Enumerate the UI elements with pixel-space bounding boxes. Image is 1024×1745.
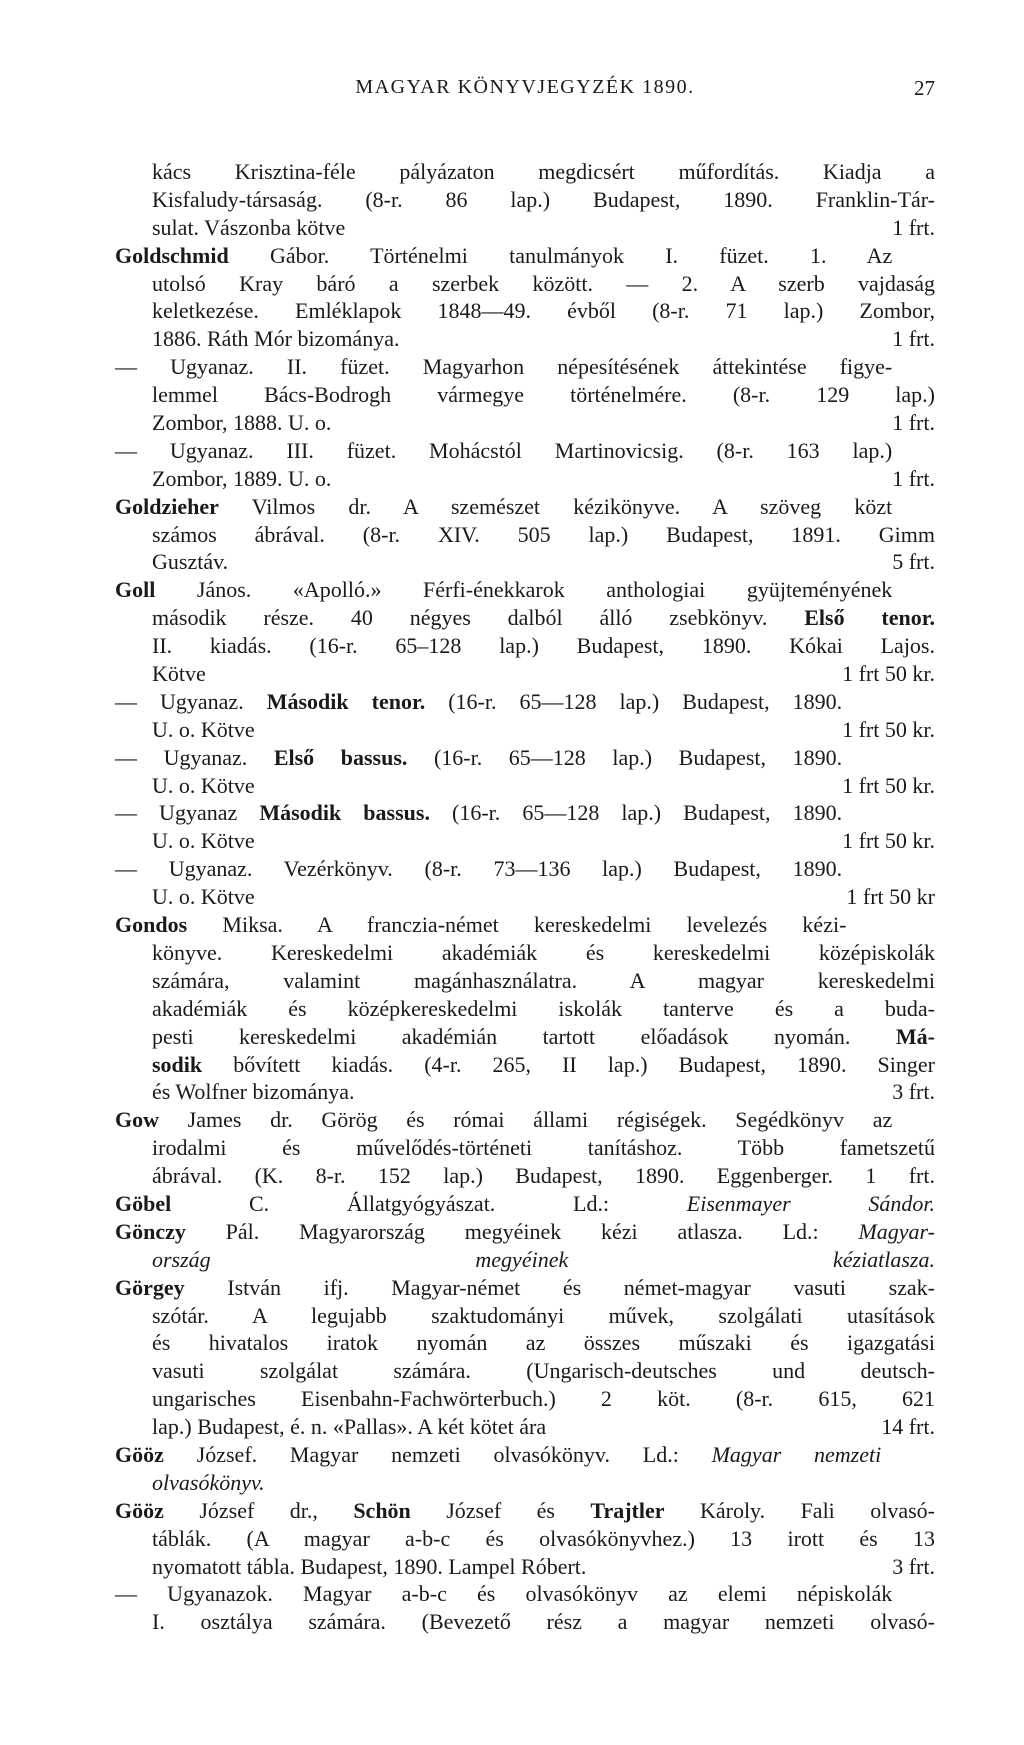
price: 1 frt 50 kr.: [842, 661, 935, 687]
entry-text: és Wolfner bizománya.: [152, 1079, 355, 1105]
entry-text: Kötve: [152, 661, 206, 687]
page-number: 27: [914, 76, 935, 100]
text-line: [115, 688, 935, 716]
entry-text: Gusztáv.: [152, 549, 229, 575]
running-title: MAGYAR KÖNYVJEGYZÉK 1890.: [355, 76, 695, 98]
author-name: Gööz: [115, 1497, 164, 1523]
entry-text: Zombor, 1889. U. o.: [152, 465, 332, 491]
entry-text: sulat. Vászonba kötve: [152, 214, 346, 240]
entry-text: lemmel Bács-Bodrogh vármegye történelmére. (8-r. 129 lap.): [152, 382, 935, 408]
italic-reference: Eisenmayer Sándor.: [686, 1190, 935, 1216]
entry-text: Károly. Fali olvasó-: [664, 1497, 936, 1523]
text-line: [115, 744, 935, 772]
text-line: [115, 1246, 935, 1274]
entry-text: nyomatott tábla. Budapest, 1890. Lampel Róbert.: [152, 1553, 587, 1579]
entry-text: József és: [410, 1497, 591, 1523]
author-name: Görgey: [115, 1274, 185, 1300]
text-line: [115, 1218, 935, 1246]
entry-text: — Ugyanaz. II. füzet. Magyarhon népesítésének áttekintése figye-: [115, 354, 893, 380]
entry-text: ábrával. (K. 8-r. 152 lap.) Budapest, 1890. Eggenberger. 1 frt.: [152, 1163, 935, 1189]
author-name: Gönczy: [115, 1218, 186, 1244]
text-line: [115, 1023, 935, 1051]
text-line: [115, 1441, 935, 1469]
entry-text: számára, valamint magánhasználatra. A magyar kereskedelmi: [152, 967, 935, 993]
price: 1 frt 50 kr.: [842, 828, 935, 854]
entry-text: — Ugyanaz.: [115, 688, 267, 714]
price: 1 frt.: [892, 326, 935, 352]
entry-text: C. Állatgyógyászat. Ld.:: [171, 1190, 687, 1216]
author-name: Schön: [353, 1497, 411, 1523]
italic-reference: Magyar nemzeti: [711, 1441, 882, 1467]
entry-text: — Ugyanaz. Vezérkönyv. (8-r. 73—136 lap.) Budapest, 1890.: [115, 856, 843, 882]
entry-text: könyve. Kereskedelmi akadémiák és kereskedelmi középiskolák: [152, 939, 935, 965]
entry-text: Miksa. A franczia-német kereskedelmi levelezés kézi-: [187, 912, 847, 938]
text-line: [115, 911, 935, 939]
text-line: [115, 1553, 935, 1581]
text-line: [115, 297, 935, 325]
entry-text: János. «Apolló.» Férfi-énekkarok anthologiai gyüjteményének: [155, 577, 893, 603]
price: 1 frt 50 kr.: [842, 716, 935, 742]
text-line: [115, 548, 935, 576]
text-line: [115, 325, 935, 353]
entry-text: és hivatalos iratok nyomán az összes műszaki és igazgatási: [152, 1330, 935, 1356]
entry-text: szótár. A legujabb szaktudományi művek, szolgálati utasítások: [152, 1302, 935, 1328]
text-line: [115, 1329, 935, 1357]
entry-text: táblák. (A magyar a-b-c és olvasókönyvhez.) 13 irott és 13: [152, 1525, 935, 1551]
author-name: Második bassus.: [259, 800, 430, 826]
catalog-entries: [115, 158, 935, 1636]
entry-text: akadémiák és középkereskedelmi iskolák tanterve és a buda-: [152, 995, 935, 1021]
entry-text: I. osztálya számára. (Bevezető rész a magyar nemzeti olvasó-: [152, 1609, 935, 1635]
entry-text: U. o. Kötve: [152, 772, 255, 798]
text-line: [115, 855, 935, 883]
italic-reference: olvasókönyv.: [152, 1469, 265, 1495]
entry-text: második része. 40 négyes dalból álló zsebkönyv.: [152, 605, 805, 631]
author-name: sodik: [152, 1051, 203, 1077]
entry-text: József dr.,: [163, 1497, 354, 1523]
entry-text: József. Magyar nemzeti olvasókönyv. Ld.:: [163, 1441, 712, 1467]
text-line: [115, 381, 935, 409]
text-line: [115, 967, 935, 995]
author-name: Gow: [115, 1107, 159, 1133]
text-line: [115, 465, 935, 493]
text-line: [115, 1580, 935, 1608]
entry-text: (16-r. 65—128 lap.) Budapest, 1890.: [425, 688, 843, 714]
price: 3 frt.: [892, 1553, 935, 1579]
entry-text: bővített kiadás. (4-r. 265, II lap.) Budapest, 1890. Singer: [202, 1051, 935, 1077]
text-line: [115, 1302, 935, 1330]
author-name: Gööz: [115, 1441, 164, 1467]
author-name: Goldzieher: [115, 493, 219, 519]
text-line: [115, 521, 935, 549]
entry-text: Kisfaludy-társaság. (8-r. 86 lap.) Budapest, 1890. Franklin-Tár-: [152, 186, 935, 212]
price: 1 frt.: [892, 214, 935, 240]
text-line: [115, 1190, 935, 1218]
text-line: [115, 604, 935, 632]
text-line: [115, 827, 935, 855]
entry-text: kács Krisztina-féle pályázaton megdicsért műfordítás. Kiadja a: [152, 159, 935, 184]
text-line: [115, 632, 935, 660]
author-name: Má-: [895, 1023, 935, 1049]
entry-text: — Ugyanazok. Magyar a-b-c és olvasókönyv az elemi népiskolák: [115, 1581, 893, 1607]
author-name: Gondos: [115, 912, 188, 938]
entry-text: (16-r. 65—128 lap.) Budapest, 1890.: [429, 800, 843, 826]
text-line: [115, 493, 935, 521]
author-name: Goldschmid: [115, 242, 229, 268]
text-line: [115, 1413, 935, 1441]
text-line: [115, 1078, 935, 1106]
entry-text: Pál. Magyarország megyéinek kézi atlasza. Ld.:: [185, 1218, 859, 1244]
author-name: Első bassus.: [273, 744, 408, 770]
entry-text: lap.) Budapest, é. n. «Pallas». A két kötet ára: [152, 1414, 547, 1440]
text-line: [115, 1357, 935, 1385]
entry-text: pesti kereskedelmi akadémián tartott előadások nyomán.: [152, 1023, 896, 1049]
text-line: [115, 1162, 935, 1190]
entry-text: 1886. Ráth Mór bizománya.: [152, 326, 400, 352]
entry-text: számos ábrával. (8-r. XIV. 505 lap.) Budapest, 1891. Gimm: [152, 521, 935, 547]
entry-text: — Ugyanaz. III. füzet. Mohácstól Martinovicsig. (8-r. 163 lap.): [115, 437, 893, 463]
author-name: Első tenor.: [804, 605, 935, 631]
price: 14 frt.: [881, 1414, 935, 1440]
text-line: [115, 1525, 935, 1553]
price: 1 frt 50 kr: [846, 884, 935, 910]
text-line: [115, 716, 935, 744]
price: 5 frt.: [892, 549, 935, 575]
entry-text: — Ugyanaz.: [115, 744, 274, 770]
text-line: [115, 939, 935, 967]
price: 1 frt.: [892, 410, 935, 436]
text-line: [115, 1385, 935, 1413]
italic-reference: Magyar-: [858, 1218, 935, 1244]
entry-text: ungarisches Eisenbahn-Fachwörterbuch.) 2 köt. (8-r. 615, 621: [152, 1386, 935, 1412]
entry-text: Vilmos dr. A szemészet kézikönyve. A szöveg közt: [218, 493, 893, 519]
entry-text: U. o. Kötve: [152, 884, 255, 910]
text-line: [115, 799, 935, 827]
page-header: [115, 76, 935, 108]
text-line: [115, 1274, 935, 1302]
text-line: [115, 214, 935, 242]
entry-text: keletkezése. Emléklapok 1848—49. évből (8-r. 71 lap.) Zombor,: [152, 298, 935, 324]
entry-text: István ifj. Magyar-német és német-magyar vasuti szak-: [184, 1274, 935, 1300]
text-line: [115, 1051, 935, 1079]
text-line: [115, 1469, 935, 1497]
text-line: [115, 772, 935, 800]
entry-text: Zombor, 1888. U. o.: [152, 410, 332, 436]
price: 1 frt 50 kr.: [842, 772, 935, 798]
author-name: Második tenor.: [266, 688, 426, 714]
text-line: [115, 1106, 935, 1134]
italic-reference: ország megyéinek kéziatlasza.: [152, 1246, 935, 1272]
text-line: [115, 186, 935, 214]
text-line: [115, 353, 935, 381]
entry-text: U. o. Kötve: [152, 716, 255, 742]
price: 1 frt.: [892, 465, 935, 491]
text-line: [115, 409, 935, 437]
entry-text: U. o. Kötve: [152, 828, 255, 854]
price: 3 frt.: [892, 1079, 935, 1105]
text-line: [115, 270, 935, 298]
entry-text: II. kiadás. (16-r. 65–128 lap.) Budapest, 1890. Kókai Lajos.: [152, 633, 935, 659]
entry-text: — Ugyanaz: [115, 800, 260, 826]
entry-text: Gábor. Történelmi tanulmányok I. füzet. 1. Az: [228, 242, 893, 268]
text-line: [115, 1608, 935, 1636]
text-line: [115, 995, 935, 1023]
text-line: [115, 1134, 935, 1162]
text-line: [115, 1497, 935, 1525]
text-line: [115, 576, 935, 604]
text-line: [115, 660, 935, 688]
text-line: [115, 242, 935, 270]
entry-text: utolsó Kray báró a szerbek között. — 2. A szerb vajdaság: [152, 270, 935, 296]
text-line: [115, 158, 935, 186]
entry-text: (16-r. 65—128 lap.) Budapest, 1890.: [407, 744, 843, 770]
entry-text: vasuti szolgálat számára. (Ungarisch-deutsches und deutsch-: [152, 1358, 935, 1384]
author-name: Goll: [115, 577, 156, 603]
author-name: Trajtler: [590, 1497, 665, 1523]
text-line: [115, 437, 935, 465]
entry-text: irodalmi és művelődés-történeti tanításhoz. Több fametszetű: [152, 1135, 935, 1161]
text-line: [115, 883, 935, 911]
entry-text: James dr. Görög és római állami régiségek. Segédkönyv az: [159, 1107, 893, 1133]
author-name: Göbel: [115, 1190, 172, 1216]
